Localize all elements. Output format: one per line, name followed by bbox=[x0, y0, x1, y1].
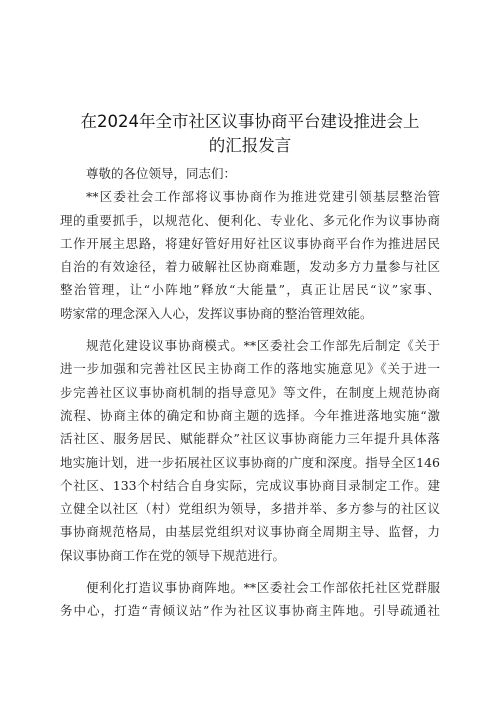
paragraph-line: 进一步加强和完善社区民主协商工作的落地实施意见》《关于进一 bbox=[60, 361, 440, 377]
title-line: 在2024年全市社区议事协商平台建设推进会上 bbox=[80, 112, 420, 131]
document-title bbox=[60, 110, 440, 158]
paragraph-line: 自治的有效途径，着力破解社区协商难题，发动多方力量参与社区 bbox=[60, 259, 440, 275]
document-body bbox=[60, 162, 440, 623]
salutation: 尊敬的各位领导，同志们： bbox=[86, 166, 237, 181]
paragraph-line: 流程、协商主体的确定和协商主题的选择。今年推进落地实施“激 bbox=[60, 407, 440, 423]
paragraph-line: 务中心，打造“青倾议站”作为社区议事协商主阵地。引导疏通社 bbox=[60, 603, 440, 619]
paragraph-1 bbox=[60, 185, 440, 325]
paragraph-line: 规范化建设议事协商模式。**区委社会工作部先后制定《关于 bbox=[86, 338, 440, 354]
paragraph-3 bbox=[60, 576, 440, 623]
paragraph-line: 唠家常的理念深入人心，发挥议事协商的整治管理效能。 bbox=[60, 305, 373, 321]
title-line: 的汇报发言 bbox=[208, 136, 292, 155]
paragraph-line: 理的重要抓手，以规范化、便利化、专业化、多元化作为议事协商 bbox=[60, 212, 440, 228]
paragraph-2 bbox=[60, 334, 440, 567]
paragraph-line: 工作开展主思路，将建好管好用好社区议事协商平台作为推进居民 bbox=[60, 235, 440, 251]
paragraph-line: 立健全以社区（村）党组织为领导，多措并举、多方参与的社区议 bbox=[60, 501, 440, 517]
paragraph-line: 个社区、133个村结合自身实际，完成议事协商目录制定工作。建 bbox=[60, 477, 440, 493]
paragraph-line: 步完善社区议事协商机制的指导意见》等文件，在制度上规范协商 bbox=[60, 384, 440, 400]
paragraph-line: 事协商规范格局，由基层党组织对议事协商全周期主导、监督，力 bbox=[60, 524, 440, 540]
paragraph-line: 保议事协商工作在党的领导下规范进行。 bbox=[60, 547, 286, 563]
paragraph-line: 活社区、服务居民、赋能群众”社区议事协商能力三年提升具体落 bbox=[60, 431, 440, 447]
paragraph-line: 地实施计划，进一步拓展社区议事协商的广度和深度。指导全区146 bbox=[60, 454, 440, 470]
paragraph-line: 整治管理，让“小阵地”释放“大能量”，真正让居民“议”家事、 bbox=[60, 282, 440, 298]
paragraph-line: **区委社会工作部将议事协商作为推进党建引领基层整治管 bbox=[86, 189, 440, 205]
paragraph-line: 便利化打造议事协商阵地。**区委社会工作部依托社区党群服 bbox=[86, 580, 440, 596]
